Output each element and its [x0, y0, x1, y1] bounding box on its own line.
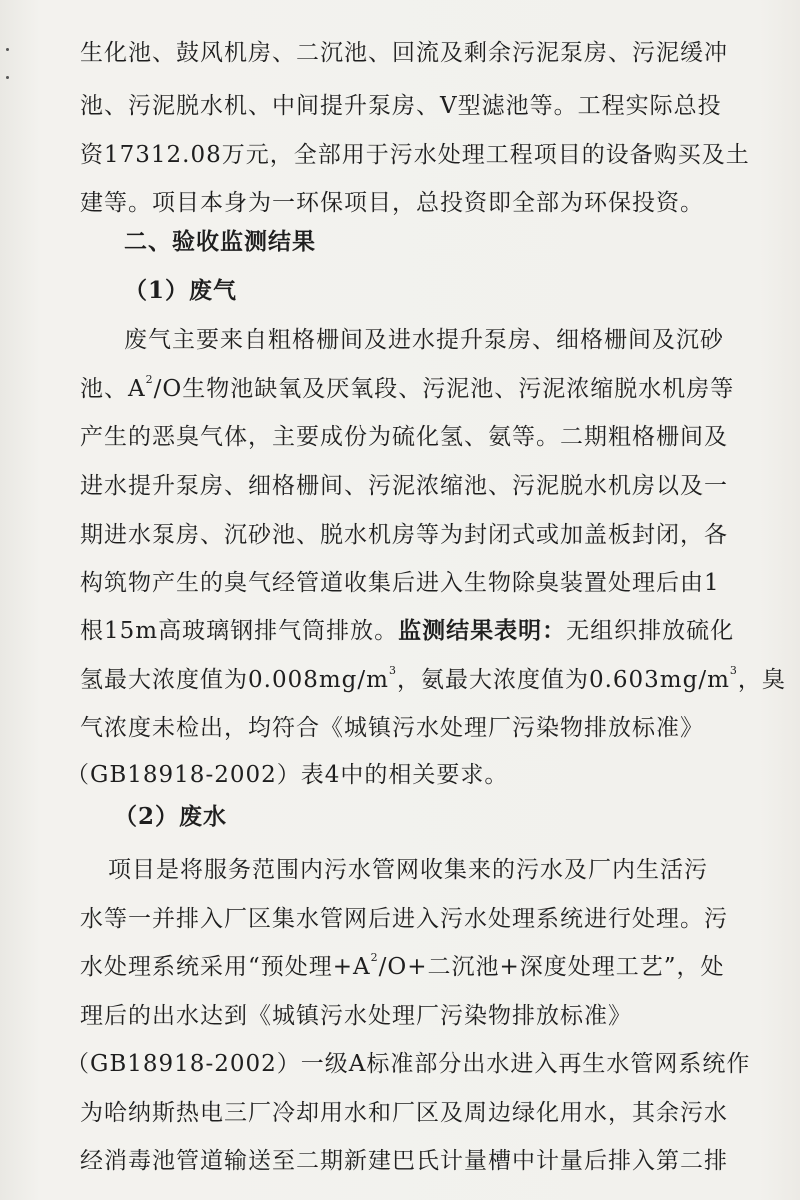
- body-line-20: [80, 944, 725, 990]
- body-line-23: 为哈纳斯热电三厂冷却用水和厂区及周边绿化用水，其余污水: [80, 1100, 728, 1126]
- body-line-7: 废气主要来自粗格栅间及进水提升泵房、细格栅间及沉砂: [124, 327, 724, 353]
- text-run: 无组织排放硫化: [566, 618, 735, 644]
- body-line-16: （GB18918-2002）表4中的相关要求。: [66, 762, 509, 788]
- body-line-1: 生化池、鼓风机房、二沉池、回流及剩余污泥泵房、污泥缓冲: [80, 40, 728, 66]
- body-line-8: [80, 366, 734, 412]
- body-line-21: 理后的出水达到《城镇污水处理厂污染物排放标准》: [80, 1003, 632, 1029]
- subsection-heading-waste-gas: （1）废气: [124, 277, 238, 304]
- scan-speck: [6, 48, 9, 51]
- text-run: /O+二沉池+深度处理工艺”，处: [378, 954, 725, 980]
- body-line-19: 水等一并排入厂区集水管网后进入污水处理系统进行处理。污: [80, 906, 728, 932]
- subsection-heading-waste-water: （2）废水: [114, 803, 228, 830]
- body-line-12: 构筑物产生的臭气经管道收集后进入生物除臭装置处理后由1: [80, 570, 720, 596]
- superscript: 2: [145, 373, 154, 387]
- text-run: /O生物池缺氧及厌氧段、污泥池、污泥浓缩脱水机房等: [153, 376, 735, 402]
- text-run: 水处理系统采用“预处理+A: [80, 954, 371, 980]
- body-line-11: 期进水泵房、沉砂池、脱水机房等为封闭式或加盖板封闭，各: [80, 522, 728, 548]
- text-run: 氢最大浓度值为0.008mg/m: [80, 667, 389, 693]
- body-line-3: 资17312.08万元，全部用于污水处理工程项目的设备购买及土: [80, 142, 750, 168]
- body-line-22: （GB18918-2002）一级A标准部分出水进入再生水管网系统作: [66, 1051, 751, 1077]
- section-heading: 二、验收监测结果: [124, 228, 316, 255]
- superscript: 3: [729, 664, 738, 678]
- text-run: 根15m高玻璃钢排气筒排放。: [80, 618, 399, 644]
- text-run: ，臭: [737, 667, 786, 693]
- emphasis-text: 监测结果表明：: [398, 617, 567, 644]
- body-line-15: 气浓度未检出，均符合《城镇污水处理厂污染物排放标准》: [80, 715, 704, 741]
- body-line-2: 池、污泥脱水机、中间提升泵房、V型滤池等。工程实际总投: [80, 93, 722, 119]
- text-run: ，氨最大浓度值为0.603mg/m: [396, 667, 730, 693]
- body-line-18: 项目是将服务范围内污水管网收集来的污水及厂内生活污: [108, 857, 708, 883]
- superscript: 2: [370, 951, 379, 965]
- text-run: 池、A: [80, 376, 146, 402]
- body-line-13: [80, 608, 734, 654]
- body-line-10: 进水提升泵房、细格栅间、污泥浓缩池、污泥脱水机房以及一: [80, 473, 728, 499]
- body-line-14: [80, 657, 786, 703]
- body-line-9: 产生的恶臭气体，主要成份为硫化氢、氨等。二期粗格栅间及: [80, 424, 728, 450]
- body-line-24: 经消毒池管道输送至二期新建巴氏计量槽中计量后排入第二排: [80, 1148, 728, 1174]
- body-line-4: 建等。项目本身为一环保项目，总投资即全部为环保投资。: [80, 190, 704, 216]
- scan-speck: [6, 76, 9, 79]
- superscript: 3: [388, 664, 397, 678]
